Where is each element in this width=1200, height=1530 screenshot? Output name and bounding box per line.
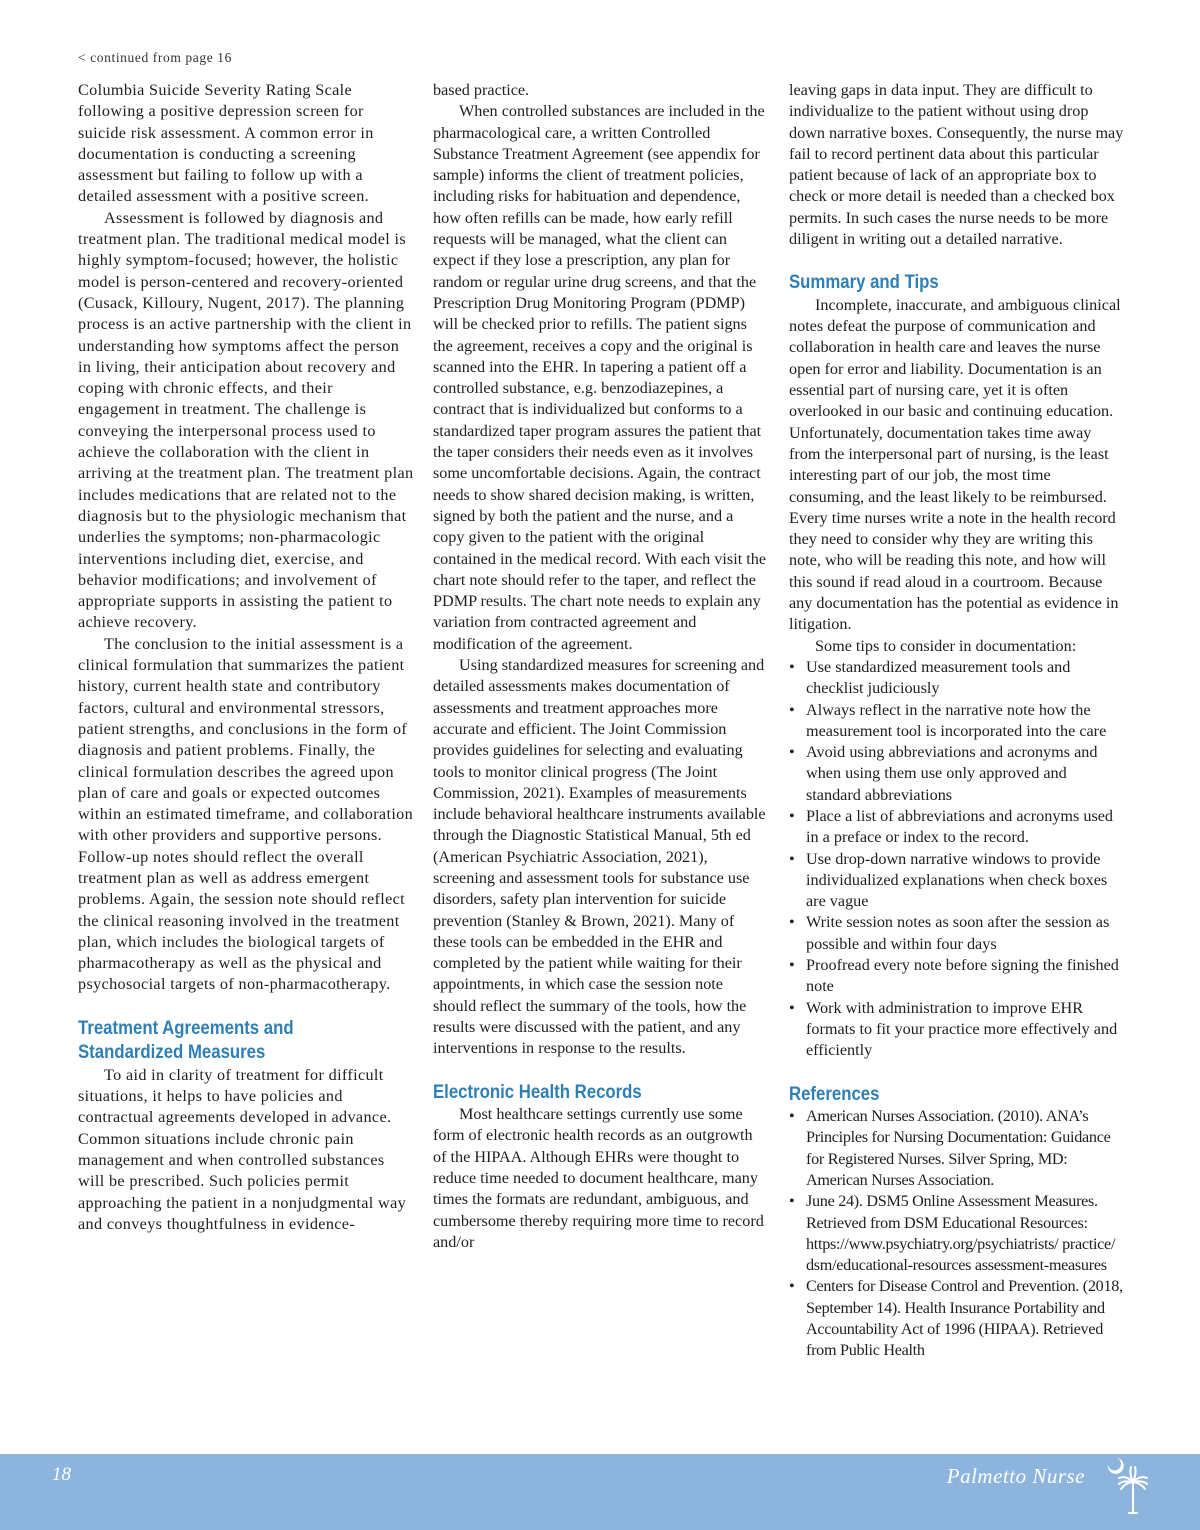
bullet-icon: • <box>789 700 795 719</box>
column-1 <box>78 80 414 1235</box>
paragraph: Some tips to consider in documentation: <box>815 636 1077 655</box>
magazine-title: Palmetto Nurse <box>946 1464 1085 1488</box>
column-3 <box>789 80 1124 1362</box>
bullet-icon: • <box>789 1192 795 1211</box>
paragraph: Columbia Suicide Severity Rating Scale following a positive depression screen for suicide risk assessment. A common error in documentation is conducting a screening assessment but failing to follow up with a detailed assessment with a positive screen. <box>78 81 374 206</box>
paragraph: based practice. <box>433 81 530 99</box>
bullet-icon: • <box>789 1277 795 1296</box>
list-item-text: Use standardized measurement tools and checklist judiciously <box>806 657 1071 698</box>
list-item <box>789 912 1124 955</box>
list-item-text: Always reflect in the narrative note how the measurement tool is incorporated into the care <box>806 700 1107 740</box>
bullet-icon: • <box>789 807 795 825</box>
bullet-icon: • <box>789 1107 795 1126</box>
list-item <box>789 806 1124 849</box>
paragraph: To aid in clarity of treatment for difficult situations, it helps to have policies and contractual agreements developed in advance. Common situations include chronic pain management and when controlled substances will be prescribed. Such policies permit approaching the patient in a nonjudgmental way and conveys thoughtfulness in evidence- <box>78 1065 407 1233</box>
bullet-icon: • <box>789 743 795 762</box>
reference-text: Centers for Disease Control and Prevention. (2018, September 14). Health Insurance Portability and Accountability Act of 1996 (HIPAA). Retrieved from Public Health <box>806 1277 1123 1360</box>
list-item-text: Avoid using abbreviations and acronyms and when using them use only approved and standard abbreviations <box>806 743 1098 804</box>
list-item-text: Use drop-down narrative windows to provide individualized explanations when check boxes are vague <box>806 849 1108 911</box>
paragraph: When controlled substances are included in the pharmacological care, a written Controlled Substance Treatment Agreement (see appendix for sample) informs the client of treatment policies, including risks for habituation and dependence, how often refills can be made, how early refill requests will be managed, what the client can expect if they lose a prescription, any plan for random or regular urine drug screens, and that the Prescription Drug Monitoring Program (PDMP) will be checked prior to refills. The patient signs the agreement, receives a copy and the original is scanned into the EHR. In tapering a patient off a controlled substance, e.g. benzodiazepines, a contract that is individualized but conforms to a standardized taper program assures the patient that the taper considers their needs even as it involves some uncomfortable decisions. Again, the contract needs to show shared decision making, is written, signed by both the patient and the nurse, and a copy given to the patient with the original contained in the medical record. With each visit the chart note should refer to the taper, and reflect the PDMP results. The chart note needs to explain any variation from contracted agreement and modification of the agreement. <box>433 102 767 653</box>
bullet-icon: • <box>789 998 795 1017</box>
paragraph: The conclusion to the initial assessment is a clinical formulation that summarizes the patient history, current health state and contributory factors, cultural and environmental stressors, patient strengths, and conclusions in the form of diagnosis and patient problems. Finally, the clinical formulation describes the agreed upon plan of care and goals or expected outcomes within an estimated timeframe, and collaboration with other providers and supportive persons. Follow-up notes should reflect the overall treatment plan as well as address emergent problems. Again, the session note should reflect the clinical reasoning involved in the treatment plan, which includes the biological targets of pharmacotherapy as well as the physical and psychosocial targets of non-pharmacotherapy. <box>78 634 414 994</box>
bullet-icon: • <box>789 657 795 676</box>
list-item-text: Work with administration to improve EHR formats to fit your practice more effectively and efficiently <box>806 998 1118 1060</box>
tips-list <box>789 657 1124 1062</box>
section-heading-electronic-health-records: Electronic Health Records <box>433 1080 642 1103</box>
section-heading-summary-and-tips: Summary and Tips <box>789 271 939 294</box>
list-item <box>789 998 1124 1062</box>
paragraph: Using standardized measures for screening and detailed assessments makes documentation of assessments and treatment approaches more accurate and efficient. The Joint Commission provides guidelines for selecting and evaluating tools to monitor clinical progress (The Joint Commission, 2021). Examples of measurements include behavioral healthcare instruments available through the Diagnostic Statistical Manual, 5th ed (American Psychiatric Association, 2021), screening and assessment tools for substance use disorders, safety plan intervention for suicide prevention (Stanley & Brown, 2021). Many of these tools can be embedded in the EHR and completed by the patient while waiting for their appointments, in which case the session note should reflect the summary of the tools, how the results were discussed with the patient, and any interventions in response to the results. <box>433 656 766 1058</box>
references-list <box>789 1106 1124 1362</box>
heading-line: Treatment Agreements and <box>78 1016 294 1039</box>
page-number: 18 <box>52 1464 71 1485</box>
list-item <box>789 849 1124 913</box>
paragraph: leaving gaps in data input. They are difficult to individualize to the patient without using drop down narrative boxes. Consequently, the nurse may fail to record pertinent data about this particular patient because of lack of an appropriate box to check or more detail is needed than a checked box permits. In such cases the nurse needs to be more diligent in writing out a detailed narrative. <box>789 81 1124 249</box>
list-item-text: Place a list of abbreviations and acronyms used in a preface or index to the record. <box>806 807 1114 847</box>
section-heading-references: References <box>789 1082 880 1105</box>
bullet-icon: • <box>789 849 795 868</box>
section-heading-treatment-agreements <box>78 1016 367 1065</box>
palmetto-moon-icon <box>1098 1456 1150 1516</box>
reference-text: June 24). DSM5 Online Assessment Measures. Retrieved from DSM Educational Resources: https://www.psychiatry.org/psychiatrists/ practice/ dsm/educational-resources assessment-measures <box>806 1192 1116 1275</box>
column-2 <box>433 80 768 1253</box>
bullet-icon: • <box>789 913 795 932</box>
continued-from-note: < continued from page 16 <box>78 50 232 65</box>
bullet-icon: • <box>789 956 795 975</box>
list-item <box>789 955 1124 998</box>
paragraph: Most healthcare settings currently use some form of electronic health records as an outgrowth of the HIPAA. Although EHRs were thought to reduce time needed to document healthcare, many times the formats are redundant, ambiguous, and cumbersome thereby requiring more time to record and/or <box>433 1105 764 1251</box>
list-item-text: Write session notes as soon after the session as possible and within four days <box>806 913 1110 953</box>
list-item-text: Proofread every note before signing the finished note <box>806 956 1119 996</box>
paragraph: Assessment is followed by diagnosis and treatment plan. The traditional medical model is highly symptom-focused; however, the holistic model is person-centered and recovery-oriented (Cusack, Killoury, Nugent, 2017). The planning process is an active partnership with the client in understanding how symptoms affect the person in living, their anticipation about recovery and coping with chronic effects, and their engagement in treatment. The challenge is conveying the interpersonal process used to achieve the collaboration with the client in arriving at the treatment plan. The treatment plan includes medications that are related not to the diagnosis but to the physiologic mechanism that underlies the symptoms; non-pharmacologic interventions including diet, exercise, and behavior modifications; and involvement of appropriate supports in assisting the patient to achieve recovery. <box>78 208 414 632</box>
list-item <box>789 657 1124 700</box>
reference-item <box>789 1276 1124 1361</box>
reference-text: American Nurses Association. (2010). ANA’s Principles for Nursing Documentation: Guidance for Registered Nurses. Silver Spring, MD: American Nurses Association. <box>806 1107 1111 1189</box>
reference-item <box>789 1191 1124 1276</box>
page-footer <box>0 1454 1200 1530</box>
list-item <box>789 742 1124 806</box>
heading-line: Standardized Measures <box>78 1041 266 1064</box>
paragraph: Incomplete, inaccurate, and ambiguous clinical notes defeat the purpose of communication and collaboration in health care and leaves the nurse open for error and liability. Documentation is an essential part of nursing care, yet it is often overlooked in our basic and continuing education. Unfortunately, documentation takes time away from the interpersonal part of nursing, is the least interesting part of our job, the most time consuming, and the least likely to be reimbursed. Every time nurses write a note in the health record they need to consider why they are writing this note, who will be reading this note, and how will this sound if read aloud in a courtroom. Because any documentation has the potential as evidence in litigation. <box>789 295 1121 634</box>
reference-item <box>789 1106 1124 1191</box>
list-item <box>789 700 1124 743</box>
